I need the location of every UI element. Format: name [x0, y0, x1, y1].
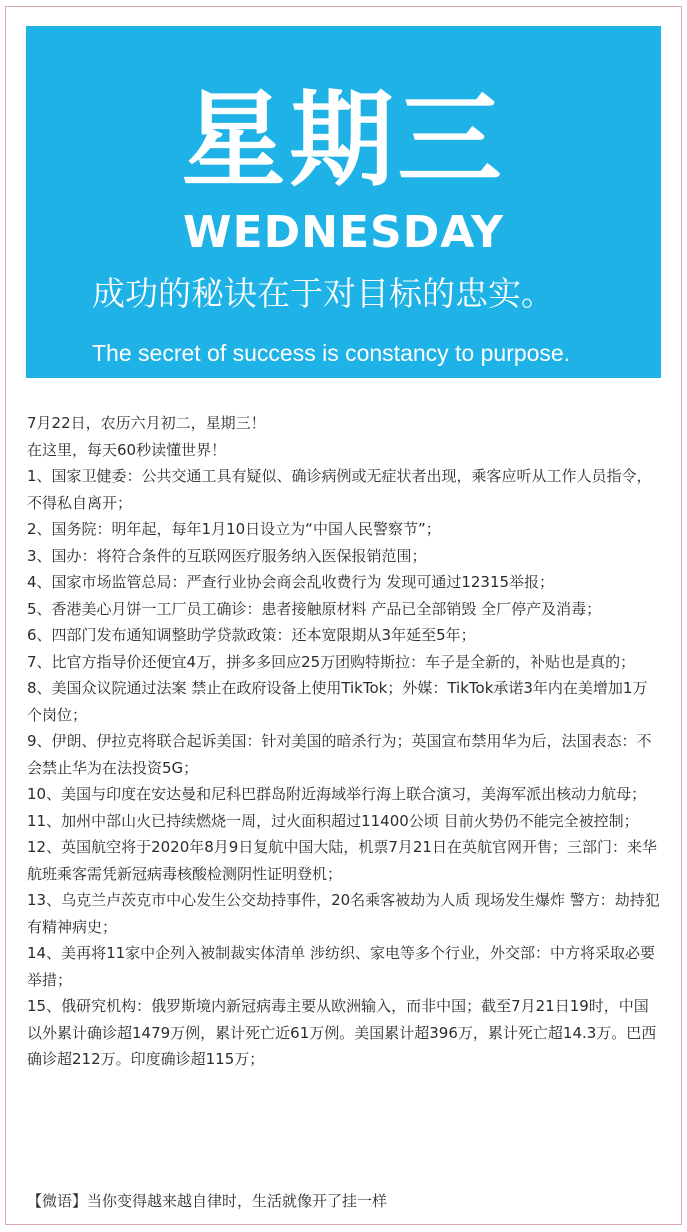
quote-english: The secret of success is constancy to purpose. [92, 340, 571, 366]
news-item: 14、美再将11家中企列入被制裁实体清单 涉纺织、家电等多个行业，外交部：中方将采取必要举措； [27, 944, 655, 989]
news-item: 2、国务院：明年起，每年1月10日设立为“中国人民警察节”； [27, 520, 441, 538]
news-item: 11、加州中部山火已持续燃烧一周，过火面积超过11400公顷 目前火势仍不能完全被控制； [27, 811, 639, 830]
daily-banner [26, 26, 661, 378]
news-item: 1、国家卫健委：公共交通工具有疑似、确诊病例或无症状者出现，乘客应听从工作人员指令，不得私自离开； [27, 467, 652, 512]
news-item: 8、美国众议院通过法案 禁止在政府设备上使用TikTok；外媒：TikTok承诺3年内在美增加1万个岗位； [27, 679, 648, 724]
news-content [27, 410, 662, 1073]
news-item: 6、四部门发布通知调整助学贷款政策：还本宽限期从3年延至5年； [27, 626, 476, 644]
proverb-line: 【微语】当你变得越来越自律时，生活就像开了挂一样 [27, 1192, 388, 1210]
date-line: 7月22日，农历六月初二，星期三！ [27, 414, 266, 432]
news-item: 15、俄研究机构：俄罗斯境内新冠病毒主要从欧洲输入，而非中国；截至7月21日19时，中国以外累计确诊超1479万例，累计死亡近61万例。美国累计超396万，累计死亡超14.3万。巴西确诊超212万。印度确诊超115万； [27, 997, 657, 1068]
news-item: 5、香港美心月饼一工厂员工确诊：患者接触原材料 产品已全部销毁 全厂停产及消毒； [27, 599, 602, 618]
news-item: 10、美国与印度在安达曼和尼科巴群岛附近海域举行海上联合演习，美海军派出核动力航母； [27, 785, 647, 803]
news-list [27, 463, 662, 1073]
news-item: 4、国家市场监管总局：严查行业协会商会乱收费行为 发现可通过12315举报； [27, 573, 555, 591]
news-item: 12、英国航空将于2020年8月9日复航中国大陆，机票7月21日在英航官网开售；三部门：来华航班乘客需凭新冠病毒核酸检测阴性证明登机； [27, 838, 657, 883]
tagline: 在这里，每天60秒读懂世界！ [27, 440, 227, 459]
news-item: 9、伊朗、伊拉克将联合起诉美国：针对美国的暗杀行为；英国宣布禁用华为后，法国表态：不会禁止华为在法投资5G； [27, 732, 652, 777]
quote-chinese: 成功的秘诀在于对目标的忠实。 [92, 274, 554, 313]
news-item: 13、乌克兰卢茨克市中心发生公交劫持事件，20名乘客被劫为人质 现场发生爆炸 警方：劫持犯有精神病史； [27, 891, 660, 936]
weekday-title: 星期三 [181, 79, 506, 201]
news-item: 3、国办：将符合条件的互联网医疗服务纳入医保报销范围； [27, 546, 427, 565]
news-item: 7、比官方指导价还便宜4万，拼多多回应25万团购特斯拉：车子是全新的，补贴也是真的； [27, 652, 636, 671]
weekday-title-english: WEDNESDAY [183, 207, 504, 258]
